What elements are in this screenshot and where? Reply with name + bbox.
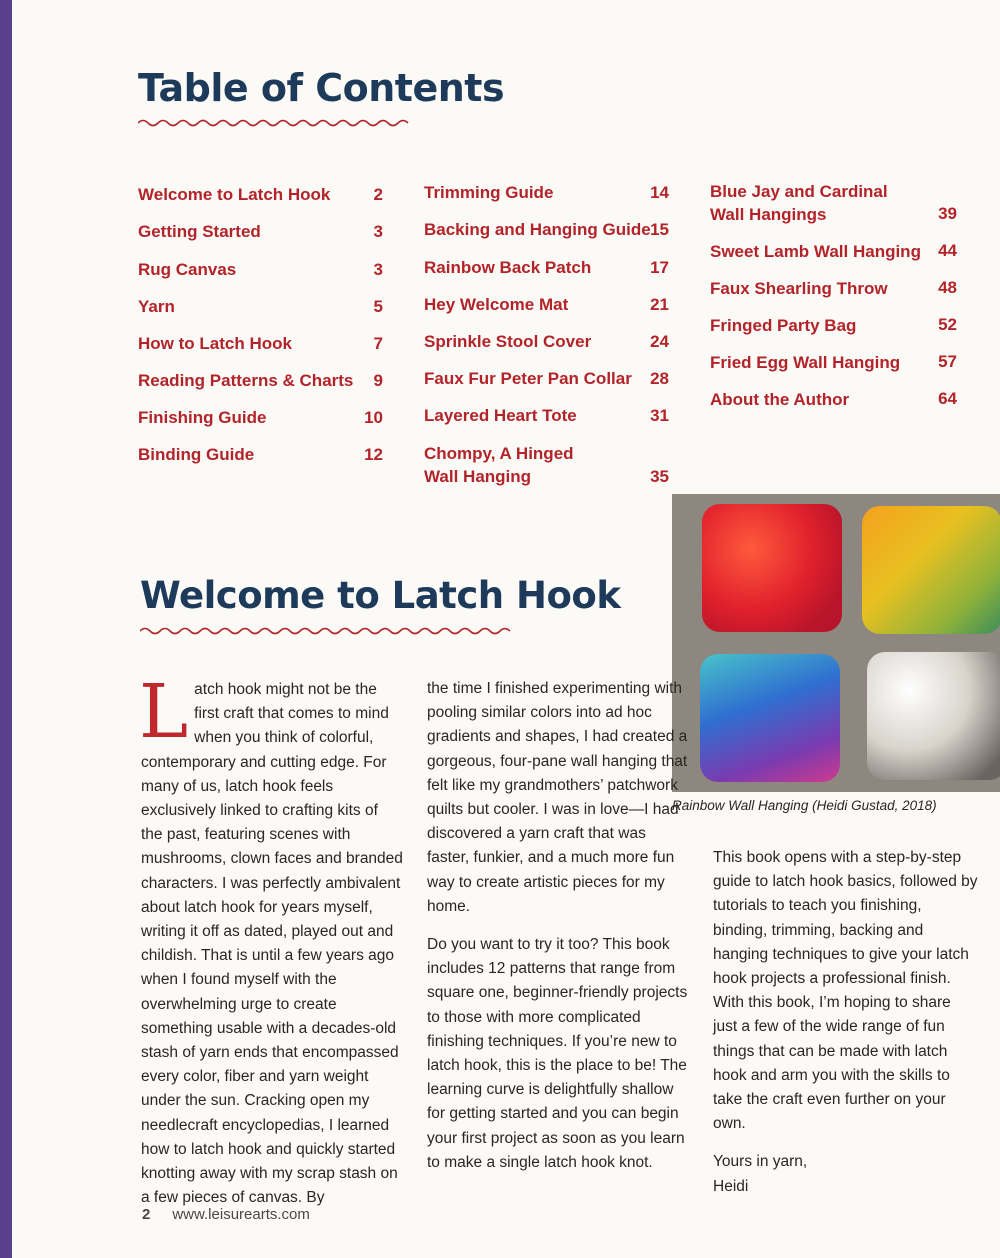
toc-entry-page: 21 <box>650 295 669 314</box>
toc-entry-page: 2 <box>373 185 383 204</box>
welcome-col2-para1: the time I finished experimenting with pooling similar colors into ad hoc gradients and shapes, I had created a gorgeous, four-pane wall hanging that felt like my grandmothers’ patchwork quilts but cooler. I was in love—I had discovered a yarn craft that was faster, funkier, and a much more fun way to create artistic pieces for my home. <box>427 680 688 915</box>
toc-entry[interactable] <box>710 351 957 374</box>
toc-entry[interactable] <box>710 277 957 300</box>
toc-entry[interactable] <box>138 220 383 243</box>
toc-entry[interactable] <box>424 404 669 427</box>
toc-entry-label: Layered Heart Tote <box>424 406 577 425</box>
toc-entry-page: 14 <box>650 183 669 202</box>
toc-entry-page: 31 <box>650 406 669 425</box>
toc-entry-label: Reading Patterns & Charts <box>138 371 354 390</box>
toc-entry[interactable] <box>138 406 383 429</box>
toc-entry[interactable] <box>424 218 669 241</box>
toc-entry[interactable] <box>710 388 957 411</box>
photo-tile-white <box>867 652 1000 780</box>
toc-heading: Table of Contents <box>138 66 505 110</box>
photo-tile-red <box>702 504 842 632</box>
toc-entry[interactable] <box>710 314 957 337</box>
toc-entry-label: Blue Jay and Cardinal <box>710 182 888 201</box>
photo-tile-orange <box>862 506 1000 634</box>
toc-entry-page: 5 <box>373 297 383 316</box>
toc-column-1 <box>138 183 383 473</box>
toc-entry[interactable] <box>138 369 383 392</box>
toc-entry-page: 57 <box>938 352 957 371</box>
toc-entry[interactable] <box>138 295 383 318</box>
toc-entry-page: 7 <box>373 334 383 353</box>
toc-entry-label: Chompy, A Hinged <box>424 444 574 463</box>
signoff-line1: Yours in yarn, <box>713 1153 808 1171</box>
toc-entry-page: 44 <box>938 241 957 260</box>
toc-entry-page: 52 <box>938 315 957 334</box>
toc-entry[interactable] <box>424 442 669 488</box>
toc-entry-label: Sweet Lamb Wall Hanging <box>710 242 921 261</box>
toc-entry-label: Fried Egg Wall Hanging <box>710 353 901 372</box>
toc-entry-label: Welcome to Latch Hook <box>138 185 331 204</box>
toc-entry-label: Trimming Guide <box>424 183 554 202</box>
toc-entry-page: 39 <box>938 204 957 223</box>
toc-entry-label: Sprinkle Stool Cover <box>424 332 592 351</box>
welcome-heading-squiggle <box>140 626 512 636</box>
toc-entry-label: Rug Canvas <box>138 260 237 279</box>
toc-entry-label-line2: Wall Hanging <box>424 467 532 486</box>
toc-entry-label: About the Author <box>710 390 850 409</box>
welcome-col2-para2: Do you want to try it too? This book includes 12 patterns that range from square one, beginner-friendly projects to those with more complicated finishing techniques. If you’re new to latch hook, this is the place to be! The learning curve is delightfully shallow for getting started and you can begin your first project as soon as you learn to make a single latch hook knot. <box>427 936 688 1171</box>
drop-cap: L <box>139 669 189 755</box>
toc-entry-page: 48 <box>938 278 957 297</box>
toc-entry[interactable] <box>424 293 669 316</box>
welcome-column-1 <box>139 669 403 1210</box>
toc-heading-squiggle <box>138 118 413 128</box>
toc-entry-page: 24 <box>650 332 669 351</box>
toc-entry-label: Getting Started <box>138 222 261 241</box>
toc-entry[interactable] <box>138 183 383 206</box>
toc-entry[interactable] <box>138 332 383 355</box>
welcome-col3-para1: This book opens with a step-by-step guide to latch hook basics, followed by tutorials to teach you finishing, binding, trimming, backing and hanging techniques to give your latch hook projects a professional finish. With this book, I’m hoping to share just a few of the wide range of fun things that can be made with latch hook and arm you with the skills to take the craft even further on your own. <box>713 849 978 1133</box>
photo-tile-blue <box>700 654 840 782</box>
toc-entry-label: Hey Welcome Mat <box>424 295 569 314</box>
toc-entry-page: 17 <box>650 258 669 277</box>
toc-entry-label-line2: Wall Hangings <box>710 205 827 224</box>
toc-entry-page: 9 <box>373 371 383 390</box>
toc-entry-label: Backing and Hanging Guide <box>424 220 651 239</box>
binding-spine-edge <box>0 0 12 1258</box>
toc-entry-page: 28 <box>650 369 669 388</box>
toc-entry-label: Rainbow Back Patch <box>424 258 592 277</box>
toc-entry-label: Yarn <box>138 297 175 316</box>
welcome-column-3 <box>713 846 978 1199</box>
toc-entry[interactable] <box>424 330 669 353</box>
toc-entry-page: 12 <box>364 445 383 464</box>
toc-entry-page: 10 <box>364 408 383 427</box>
toc-entry-page: 3 <box>373 222 383 241</box>
toc-entry-page: 15 <box>650 220 669 239</box>
toc-column-3 <box>710 180 957 415</box>
toc-entry-label: Faux Fur Peter Pan Collar <box>424 369 632 388</box>
toc-entry-label: How to Latch Hook <box>138 334 292 353</box>
footer-url[interactable]: www.leisurearts.com <box>172 1206 310 1223</box>
toc-entry-page: 3 <box>373 260 383 279</box>
welcome-column-2 <box>427 677 689 1175</box>
toc-entry[interactable] <box>710 240 957 263</box>
welcome-heading: Welcome to Latch Hook <box>140 574 621 617</box>
toc-entry-label: Faux Shearling Throw <box>710 279 888 298</box>
toc-entry[interactable] <box>424 367 669 390</box>
toc-entry[interactable] <box>138 258 383 281</box>
toc-entry-page: 35 <box>650 467 669 486</box>
signoff-line2: Heidi <box>713 1177 749 1195</box>
photo-caption: Rainbow Wall Hanging (Heidi Gustad, 2018) <box>672 798 937 813</box>
toc-column-2 <box>424 181 669 491</box>
toc-entry-label: Fringed Party Bag <box>710 316 857 335</box>
page-number: 2 <box>142 1206 151 1223</box>
toc-entry-label: Binding Guide <box>138 445 255 464</box>
toc-entry-page: 64 <box>938 389 957 408</box>
welcome-col1-text: atch hook might not be the first craft that comes to mind when you think of colorful, contemporary and cutting edge. For many of us, latch hook feels exclusively linked to crafting kits of the past, featuring scenes with mushrooms, clown faces and branded characters. I was perfectly ambivalent about latch hook for years myself, writing it off as dated, played out and childish. That is until a few years ago when I found myself with the overwhelming urge to create something usable with a decades-old stash of yarn ends that encompassed every color, fiber and yarn weight under the sun. Cracking open my needlecraft encyclopedias, I learned how to latch hook and quickly started knotting away with my scrap stash on a few pieces of canvas. By <box>141 681 403 1207</box>
toc-entry-label: Finishing Guide <box>138 408 267 427</box>
toc-entry[interactable] <box>424 181 669 204</box>
page-footer <box>142 1206 310 1223</box>
rainbow-wall-hanging-photo <box>672 494 1000 792</box>
toc-entry[interactable] <box>710 180 957 226</box>
toc-entry[interactable] <box>424 256 669 279</box>
toc-entry[interactable] <box>138 443 383 466</box>
